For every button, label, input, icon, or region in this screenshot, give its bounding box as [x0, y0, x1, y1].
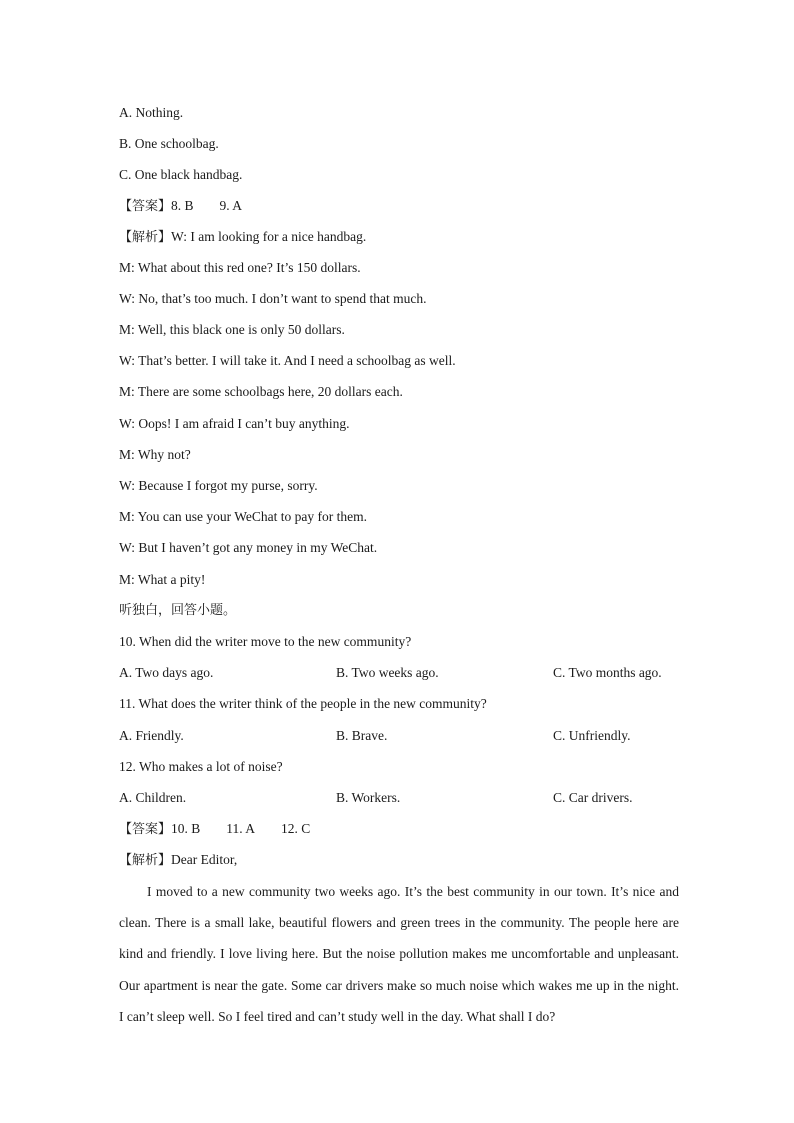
dialogue-line: M: What about this red one? It’s 150 dollars.	[119, 260, 361, 275]
salutation: Dear Editor,	[171, 852, 238, 867]
question-option: A. Friendly.	[119, 728, 184, 743]
dialogue-line: W: I am looking for a nice handbag.	[171, 229, 367, 244]
option-a-nothing: A. Nothing.	[119, 105, 184, 120]
dialogue-line: W: But I haven’t got any money in my WeChat.	[119, 540, 378, 555]
dialogue-line: W: Oops! I am afraid I can’t buy anything.	[119, 416, 350, 431]
answer-item: 8. B	[171, 198, 194, 213]
answer-item: 12. C	[281, 821, 311, 836]
answer-tag: 【答案】	[119, 822, 172, 837]
question-option: C. Car drivers.	[553, 790, 633, 805]
section-instruction: 听独白，回答小题。	[119, 603, 237, 618]
answer-item: 10. B	[171, 821, 201, 836]
dialogue-line: M: You can use your WeChat to pay for them.	[119, 509, 368, 524]
analysis-tag: 【解析】	[119, 230, 172, 245]
option-c-handbag: C. One black handbag.	[119, 167, 243, 182]
question-option: B. Two weeks ago.	[336, 665, 439, 680]
question-option: C. Unfriendly.	[553, 728, 631, 743]
dialogue-line: W: Because I forgot my purse, sorry.	[119, 478, 318, 493]
analysis-tag: 【解析】	[119, 853, 172, 868]
question-option: B. Workers.	[336, 790, 401, 805]
analysis-line-1	[119, 228, 366, 247]
dialogue-line: M: What a pity!	[119, 572, 206, 587]
question-option: A. Children.	[119, 790, 187, 805]
answer-item: 9. A	[219, 198, 243, 213]
dialogue-line: M: Well, this black one is only 50 dollars.	[119, 322, 345, 337]
letter-paragraph: I moved to a new community two weeks ago. It’s the best community in our town. It’s nice and clean. There is a small lake, beautiful flowers and green trees in the community. The people here are kind and friendly. I love living here. But the noise pollution makes me uncomfortable and unpleasant. Our apartment is near the gate. Some car drivers make so much noise which wakes me up in the night. I can’t sleep well. So I feel tired and can’t study well in the day. What shall I do?	[119, 884, 679, 1024]
question-stem: 10. When did the writer move to the new community?	[119, 634, 412, 649]
question-stem: 12. Who makes a lot of noise?	[119, 759, 283, 774]
analysis-line-letter	[119, 851, 237, 870]
answer-tag: 【答案】	[119, 199, 172, 214]
question-option: C. Two months ago.	[553, 665, 662, 680]
dialogue-line: M: Why not?	[119, 447, 191, 462]
option-b-schoolbag: B. One schoolbag.	[119, 136, 219, 151]
question-option: B. Brave.	[336, 728, 388, 743]
answer-line-10-12	[119, 820, 310, 839]
question-stem: 11. What does the writer think of the people in the new community?	[119, 696, 487, 711]
question-option: A. Two days ago.	[119, 665, 214, 680]
dialogue-line: W: No, that’s too much. I don’t want to spend that much.	[119, 291, 427, 306]
answer-line-8-9	[119, 197, 242, 216]
dialogue-line: M: There are some schoolbags here, 20 dollars each.	[119, 384, 403, 399]
dialogue-line: W: That’s better. I will take it. And I need a schoolbag as well.	[119, 353, 456, 368]
answer-item: 11. A	[226, 821, 256, 836]
